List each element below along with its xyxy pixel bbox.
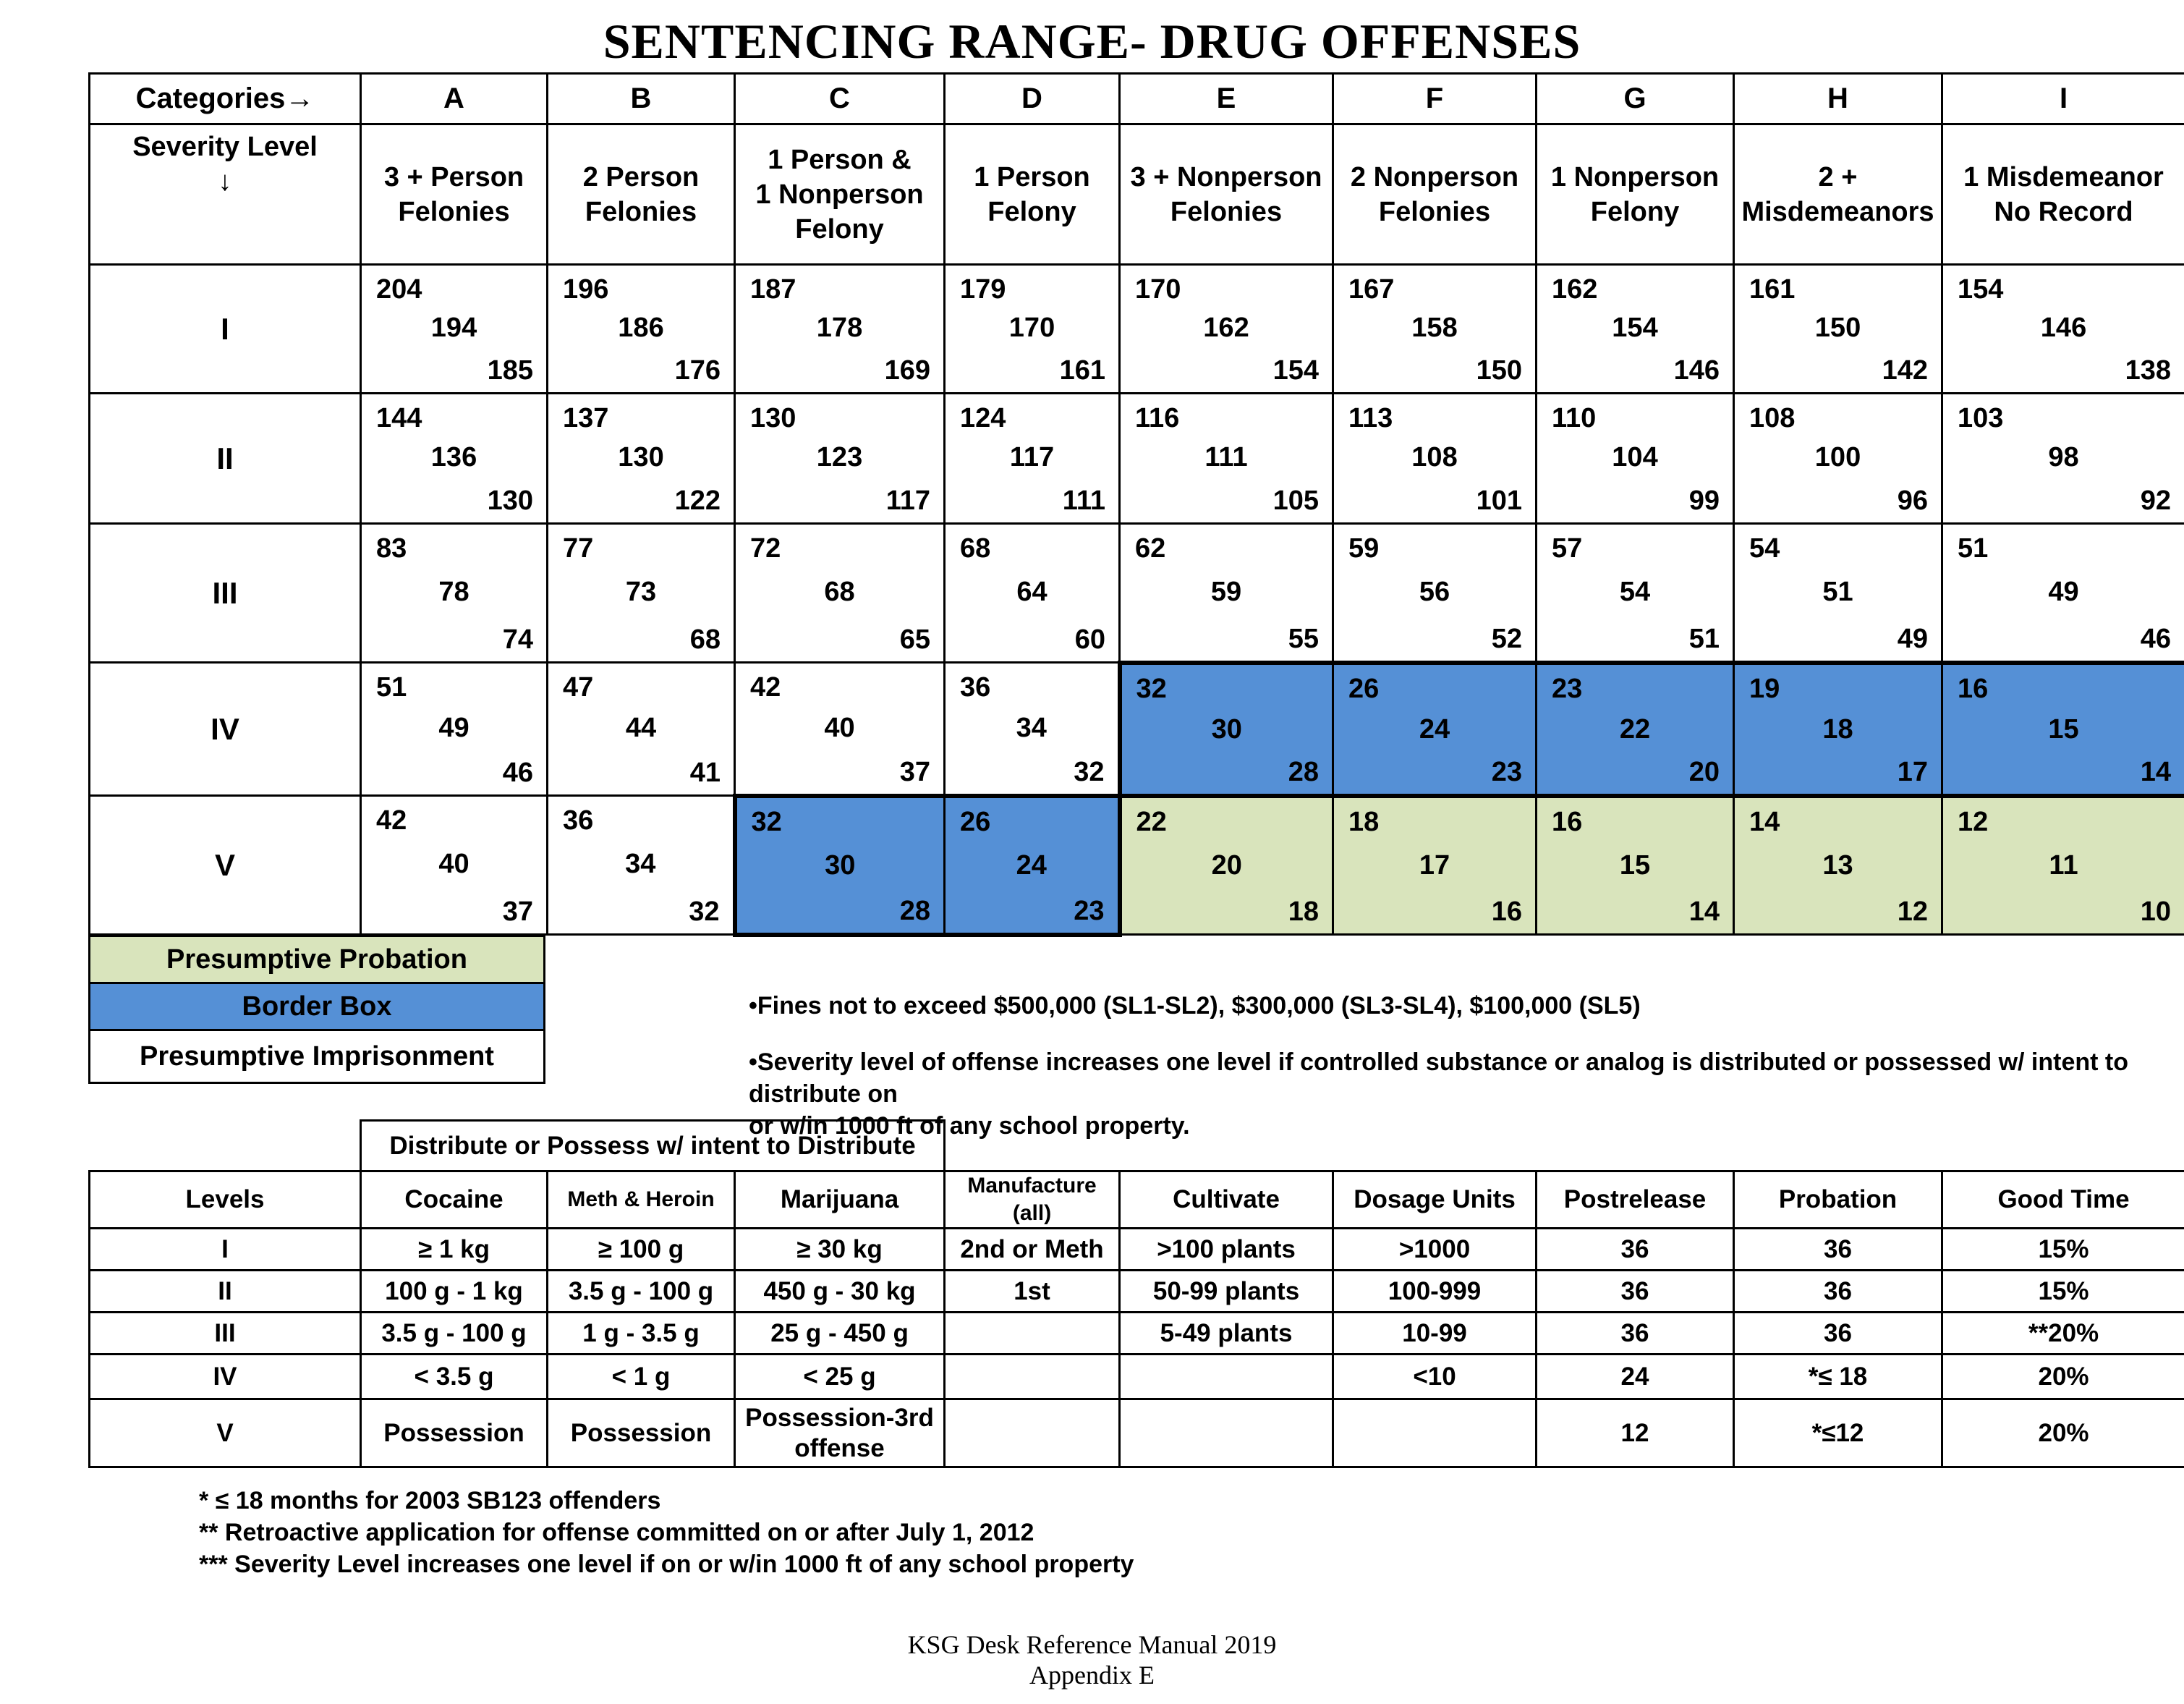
- category-letter: F: [1333, 74, 1537, 124]
- sentence-range-cell: [1942, 524, 2184, 663]
- range-standard: 40: [824, 713, 855, 743]
- header-good-time: Good Time: [1942, 1171, 2184, 1229]
- range-high: 162: [1552, 274, 1598, 305]
- range-high: 124: [960, 403, 1006, 433]
- range-high: 59: [1348, 533, 1380, 564]
- range-low: 65: [899, 624, 930, 655]
- range-high: 187: [750, 274, 796, 305]
- range-low: 18: [1288, 896, 1319, 927]
- range-low: 37: [502, 896, 533, 927]
- range-high: 42: [376, 805, 407, 836]
- category-description: 1 Nonperson Felony: [1537, 124, 1734, 265]
- range-low: 176: [674, 355, 721, 386]
- range-high: 16: [1552, 806, 1583, 837]
- school-note: •Severity level of offense increases one level if controlled substance or analog is distributed or possessed w/ intent to distribute on or w/in 1000 ft of any school property.: [749, 1048, 2128, 1140]
- range-high: 22: [1136, 806, 1167, 837]
- range-standard: 154: [1612, 313, 1658, 343]
- range-high: 19: [1749, 673, 1780, 704]
- range-standard: 170: [1008, 313, 1055, 343]
- arrow-down-icon: ↓: [218, 166, 232, 197]
- category-letter: D: [945, 74, 1120, 124]
- sentence-range-cell: [361, 394, 548, 524]
- sentence-range-cell: [1537, 524, 1734, 663]
- legend-presumptive-imprisonment: Presumptive Imprisonment: [90, 1030, 545, 1083]
- range-low: 14: [2140, 756, 2171, 787]
- sentence-range-cell: [945, 394, 1120, 524]
- range-low: 117: [885, 486, 930, 516]
- category-description: 1 Person Felony: [945, 124, 1120, 265]
- levels-row: II 100 g - 1 kg 3.5 g - 100 g 450 g - 30 kg 1st 50-99 plants 100-999 36 36 15%: [90, 1271, 2184, 1313]
- category-description: 2 + Misdemeanors: [1734, 124, 1942, 265]
- sentence-range-cell: [548, 524, 735, 663]
- sentencing-grid: [88, 72, 2184, 937]
- range-low: 49: [1897, 623, 1928, 654]
- range-standard: 73: [625, 577, 657, 607]
- category-letter: G: [1537, 74, 1734, 124]
- range-high: 42: [750, 672, 781, 703]
- fines-note: •Fines not to exceed $500,000 (SL1-SL2), $300,000 (SL3-SL4), $100,000 (SL5): [749, 992, 1641, 1020]
- range-standard: 17: [1419, 849, 1450, 881]
- range-high: 14: [1749, 806, 1780, 837]
- levels-header-row: [90, 1171, 2184, 1229]
- range-standard: 20: [1211, 849, 1242, 881]
- range-standard: 162: [1203, 313, 1249, 343]
- range-low: 161: [1059, 355, 1105, 386]
- severity-row: [90, 265, 2184, 394]
- header-cultivate: Cultivate: [1120, 1171, 1333, 1229]
- sentence-range-cell: [1734, 663, 1942, 796]
- range-high: 170: [1135, 274, 1181, 305]
- sentence-range-cell: [1333, 394, 1537, 524]
- category-description: 3 + Nonperson Felonies: [1120, 124, 1333, 265]
- range-low: 16: [1491, 896, 1522, 927]
- legend-border-box: Border Box: [90, 983, 545, 1030]
- sentence-range-cell: [361, 796, 548, 935]
- range-high: 130: [750, 403, 796, 433]
- range-high: 18: [1348, 806, 1380, 837]
- sentence-range-cell: [1734, 524, 1942, 663]
- arrow-right-icon: →: [285, 82, 315, 114]
- range-low: 10: [2140, 896, 2171, 927]
- range-low: 138: [2125, 355, 2171, 386]
- range-low: 23: [1491, 756, 1522, 787]
- sentence-range-cell: [1333, 265, 1537, 394]
- range-low: 68: [689, 624, 721, 655]
- range-standard: 56: [1419, 577, 1450, 607]
- range-low: 122: [674, 486, 721, 516]
- range-high: 204: [376, 274, 422, 305]
- header-dosage-units: Dosage Units: [1333, 1171, 1537, 1229]
- footer-manual: KSG Desk Reference Manual 2019: [907, 1630, 1277, 1659]
- range-high: 72: [750, 533, 781, 564]
- range-low: 154: [1272, 355, 1319, 386]
- category-letter: E: [1120, 74, 1333, 124]
- range-high: 16: [1958, 673, 1989, 704]
- drug-levels-table: [88, 1119, 2184, 1468]
- range-high: 103: [1958, 403, 2004, 433]
- header-levels: Levels: [90, 1171, 361, 1229]
- category-description: 2 Nonperson Felonies: [1333, 124, 1537, 265]
- range-high: 32: [751, 806, 782, 837]
- range-standard: 30: [1211, 713, 1242, 745]
- range-standard: 68: [824, 577, 855, 607]
- range-high: 137: [563, 403, 609, 433]
- footnote: ** Retroactive application for offense committed on or after July 1, 2012: [199, 1519, 1034, 1546]
- footnote: * ≤ 18 months for 2003 SB123 offenders: [199, 1487, 661, 1514]
- severity-row: [90, 663, 2184, 796]
- range-low: 96: [1897, 486, 1928, 516]
- sentence-range-cell: [1942, 663, 2184, 796]
- range-low: 23: [1074, 895, 1105, 926]
- category-description: 2 Person Felonies: [548, 124, 735, 265]
- range-standard: 24: [1419, 713, 1450, 745]
- range-high: 12: [1958, 806, 1989, 837]
- range-high: 26: [1348, 673, 1380, 704]
- severity-level-label: I: [90, 265, 361, 394]
- range-low: 150: [1476, 355, 1522, 386]
- severity-level-corner: Severity Level ↓: [90, 124, 361, 265]
- range-high: 23: [1552, 673, 1583, 704]
- range-high: 110: [1552, 403, 1597, 433]
- range-low: 41: [689, 758, 721, 788]
- category-letter: A: [361, 74, 548, 124]
- range-high: 47: [563, 672, 594, 703]
- sentence-range-cell: [1333, 796, 1537, 935]
- range-high: 154: [1958, 274, 2004, 305]
- range-standard: 130: [618, 442, 664, 472]
- range-low: 17: [1897, 756, 1928, 787]
- sentence-range-cell: [548, 796, 735, 935]
- category-description: 1 Misdemeanor No Record: [1942, 124, 2184, 265]
- range-standard: 123: [816, 442, 863, 472]
- legend: [88, 935, 545, 1084]
- range-standard: 117: [1009, 442, 1055, 472]
- sentence-range-cell: [735, 265, 945, 394]
- range-low: 12: [1897, 896, 1928, 927]
- range-standard: 59: [1210, 577, 1242, 607]
- sentence-range-cell: [735, 663, 945, 796]
- sentence-range-cell: [548, 265, 735, 394]
- levels-row: III 3.5 g - 100 g 1 g - 3.5 g 25 g - 450 g 5-49 plants 10-99 36 36 **20%: [90, 1313, 2184, 1355]
- range-standard: 78: [438, 577, 469, 607]
- levels-row: I ≥ 1 kg ≥ 100 g ≥ 30 kg 2nd or Meth >100 plants >1000 36 36 15%: [90, 1229, 2184, 1271]
- sentence-range-cell: [1734, 265, 1942, 394]
- category-letter: B: [548, 74, 735, 124]
- range-low: 20: [1688, 756, 1720, 787]
- category-letter: H: [1734, 74, 1942, 124]
- sentence-range-cell: [735, 394, 945, 524]
- range-low: 46: [502, 758, 533, 788]
- range-low: 28: [899, 895, 930, 926]
- sentence-range-cell: [1120, 265, 1333, 394]
- range-high: 179: [960, 274, 1006, 305]
- range-high: 196: [563, 274, 609, 305]
- range-low: 92: [2140, 486, 2171, 516]
- sentence-range-cell: [1120, 796, 1333, 935]
- range-low: 14: [1688, 896, 1720, 927]
- category-description: 3 + Person Felonies: [361, 124, 548, 265]
- sentence-range-cell: [735, 796, 945, 935]
- categories-corner: Categories→: [90, 74, 361, 124]
- sentence-range-cell: [548, 663, 735, 796]
- severity-row: [90, 524, 2184, 663]
- sentence-range-cell: [1537, 394, 1734, 524]
- sentence-range-cell: [945, 663, 1120, 796]
- sentence-range-cell: [1942, 394, 2184, 524]
- range-low: 169: [884, 355, 930, 386]
- range-standard: 44: [625, 713, 657, 743]
- sentence-range-cell: [1333, 524, 1537, 663]
- range-high: 144: [376, 403, 422, 433]
- sentence-range-cell: [361, 524, 548, 663]
- sentence-range-cell: [548, 394, 735, 524]
- range-high: 57: [1552, 533, 1583, 564]
- range-low: 46: [2140, 623, 2171, 654]
- range-standard: 146: [2040, 313, 2087, 343]
- range-high: 68: [960, 533, 991, 564]
- range-low: 105: [1272, 486, 1319, 516]
- severity-row: [90, 796, 2184, 935]
- range-high: 26: [960, 806, 991, 837]
- header-cocaine: Cocaine: [361, 1171, 548, 1229]
- range-low: 60: [1074, 624, 1105, 655]
- range-standard: 98: [2048, 442, 2079, 472]
- sentence-range-cell: [1120, 663, 1333, 796]
- sentence-range-cell: [1942, 265, 2184, 394]
- range-standard: 64: [1016, 577, 1048, 607]
- category-letter: I: [1942, 74, 2184, 124]
- sentence-range-cell: [1537, 265, 1734, 394]
- severity-level-label: III: [90, 524, 361, 663]
- sentence-range-cell: [1537, 796, 1734, 935]
- header-meth-heroin: Meth & Heroin: [548, 1171, 735, 1229]
- range-standard: 18: [1822, 713, 1853, 745]
- range-standard: 150: [1814, 313, 1861, 343]
- range-low: 130: [487, 486, 533, 516]
- category-description: 1 Person & 1 Nonperson Felony: [735, 124, 945, 265]
- range-standard: 49: [438, 713, 469, 743]
- range-standard: 104: [1612, 442, 1658, 472]
- range-high: 54: [1749, 533, 1780, 564]
- range-low: 32: [689, 896, 720, 927]
- severity-row: [90, 394, 2184, 524]
- range-low: 111: [1062, 486, 1105, 516]
- range-low: 185: [487, 355, 533, 386]
- severity-level-label: II: [90, 394, 361, 524]
- sentence-range-cell: [361, 265, 548, 394]
- range-high: 108: [1749, 403, 1796, 433]
- footer-appendix: Appendix E: [1029, 1661, 1155, 1690]
- range-standard: 15: [2048, 713, 2079, 745]
- range-standard: 24: [1016, 849, 1047, 881]
- sentence-range-cell: [735, 524, 945, 663]
- sentence-range-cell: [1120, 524, 1333, 663]
- levels-row: V Possession Possession Possession-3rd offense 12 *≤12 20%: [90, 1399, 2184, 1467]
- range-high: 36: [960, 672, 991, 703]
- range-low: 32: [1074, 756, 1105, 787]
- severity-level-label: IV: [90, 663, 361, 796]
- sentence-range-cell: [1942, 796, 2184, 935]
- range-high: 62: [1135, 533, 1166, 564]
- sentence-range-cell: [1734, 796, 1942, 935]
- range-low: 52: [1491, 623, 1522, 654]
- range-standard: 40: [438, 849, 469, 879]
- range-standard: 34: [625, 849, 656, 879]
- range-standard: 111: [1204, 442, 1248, 472]
- header-postrelease: Postrelease: [1537, 1171, 1734, 1229]
- header-probation: Probation: [1734, 1171, 1942, 1229]
- range-standard: 11: [2049, 849, 2078, 881]
- range-standard: 51: [1822, 577, 1853, 607]
- category-letter-row: [90, 74, 2184, 124]
- sentence-range-cell: [361, 663, 548, 796]
- range-standard: 136: [430, 442, 477, 472]
- range-standard: 108: [1411, 442, 1458, 472]
- range-low: 37: [899, 756, 930, 787]
- distribute-group-header: Distribute or Possess w/ intent to Distribute: [361, 1121, 945, 1171]
- range-standard: 49: [2048, 577, 2079, 607]
- range-low: 101: [1476, 486, 1522, 516]
- range-standard: 13: [1822, 849, 1853, 881]
- range-low: 55: [1288, 623, 1319, 654]
- range-high: 161: [1749, 274, 1796, 305]
- range-high: 167: [1348, 274, 1395, 305]
- range-low: 99: [1688, 486, 1720, 516]
- range-high: 83: [376, 533, 407, 564]
- range-high: 51: [376, 672, 407, 703]
- category-letter: C: [735, 74, 945, 124]
- range-low: 28: [1288, 756, 1319, 787]
- range-standard: 34: [1016, 713, 1047, 743]
- range-standard: 30: [825, 849, 856, 881]
- range-standard: 15: [1619, 849, 1651, 881]
- range-high: 116: [1135, 403, 1180, 433]
- range-standard: 100: [1814, 442, 1861, 472]
- range-standard: 178: [816, 313, 863, 343]
- range-high: 32: [1136, 673, 1167, 704]
- range-standard: 22: [1619, 713, 1651, 745]
- range-standard: 158: [1411, 313, 1458, 343]
- sentence-range-cell: [1734, 394, 1942, 524]
- range-standard: 186: [618, 313, 664, 343]
- header-marijuana: Marijuana: [735, 1171, 945, 1229]
- range-high: 51: [1958, 533, 1989, 564]
- range-low: 142: [1882, 355, 1928, 386]
- category-description-row: [90, 124, 2184, 265]
- sentence-range-cell: [945, 796, 1120, 935]
- range-low: 51: [1688, 623, 1720, 654]
- range-high: 113: [1348, 403, 1393, 433]
- sentence-range-cell: [1537, 663, 1734, 796]
- range-low: 74: [502, 624, 533, 655]
- sentence-range-cell: [1333, 663, 1537, 796]
- page-title: SENTENCING RANGE- DRUG OFFENSES: [603, 14, 1581, 69]
- range-high: 77: [563, 533, 594, 564]
- levels-row: IV < 3.5 g < 1 g < 25 g <10 24 *≤ 18 20%: [90, 1355, 2184, 1399]
- legend-presumptive-probation: Presumptive Probation: [90, 936, 545, 983]
- sentence-range-cell: [945, 524, 1120, 663]
- range-standard: 54: [1619, 577, 1651, 607]
- sentence-range-cell: [1120, 394, 1333, 524]
- sentence-range-cell: [945, 265, 1120, 394]
- footnote: *** Severity Level increases one level if on or w/in 1000 ft of any school property: [199, 1551, 1134, 1578]
- header-manufacture: Manufacture (all): [945, 1171, 1120, 1229]
- range-high: 36: [563, 805, 594, 836]
- range-low: 146: [1673, 355, 1720, 386]
- severity-level-label: V: [90, 796, 361, 935]
- range-standard: 194: [430, 313, 477, 343]
